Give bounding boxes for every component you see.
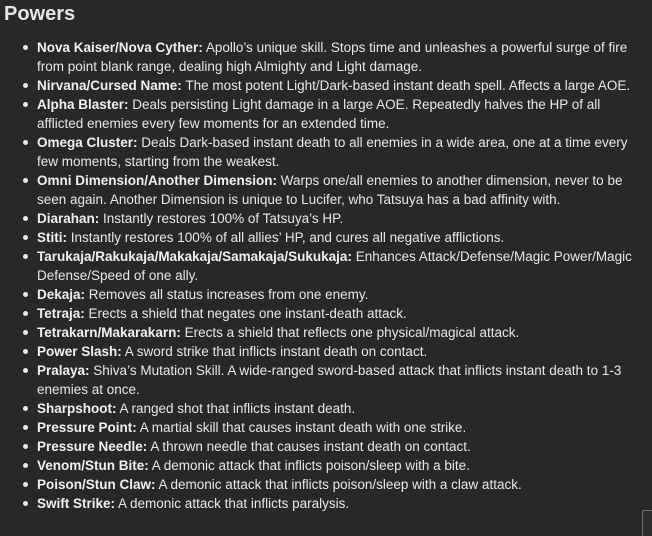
power-description: A demonic attack that inflicts poison/sleep with a bite.: [148, 458, 470, 473]
power-description: Enhances Attack/Defense/Magic Power/Magic Defense/Speed of one ally.: [37, 249, 632, 283]
power-description: Deals persisting Light damage in a large AOE. Repeatedly halves the HP of all afflicted enemies every few moments for an extended time.: [37, 97, 601, 131]
bullet-icon: [23, 406, 28, 411]
power-name: Venom/Stun Bite:: [37, 458, 149, 473]
power-name: Pralaya:: [37, 363, 90, 378]
list-item: [37, 133, 652, 171]
scroll-to-top-button[interactable]: [642, 510, 652, 536]
power-name: Pressure Point:: [37, 420, 137, 435]
power-description: Instantly restores 100% of Tatsuya’s HP.: [99, 211, 344, 226]
bullet-icon: [23, 216, 28, 221]
list-item: [37, 475, 652, 494]
power-name: Omega Cluster:: [37, 135, 138, 150]
bullet-icon: [23, 178, 28, 183]
power-name: Poison/Stun Claw:: [37, 477, 156, 492]
list-item: [37, 399, 652, 418]
power-description: Erects a shield that negates one instant-death attack.: [84, 306, 407, 321]
bullet-icon: [23, 463, 28, 468]
power-name: Diarahan:: [37, 211, 100, 226]
list-item: [37, 95, 652, 133]
power-name: Omni Dimension/Another Dimension:: [37, 173, 278, 188]
power-description: A sword strike that inflicts instant death on contact.: [121, 344, 428, 359]
bullet-icon: [23, 501, 28, 506]
power-name: Nirvana/Cursed Name:: [37, 78, 182, 93]
list-item: [37, 456, 652, 475]
power-name: Swift Strike:: [37, 496, 116, 511]
list-item: [37, 171, 652, 209]
list-item: [37, 361, 652, 399]
power-description: Erects a shield that reflects one physical/magical attack.: [180, 325, 520, 340]
list-item: [37, 228, 652, 247]
power-description: Instantly restores 100% of all allies’ HP, and cures all negative afflictions.: [67, 230, 505, 245]
power-description: Removes all status increases from one enemy.: [85, 287, 369, 302]
bullet-icon: [23, 311, 28, 316]
power-name: Tarukaja/Rakukaja/Makakaja/Samakaja/Sukukaja:: [37, 249, 352, 264]
section-heading: Powers: [4, 3, 76, 25]
list-item: [37, 209, 652, 228]
power-name: Nova Kaiser/Nova Cyther:: [37, 40, 203, 55]
bullet-icon: [23, 83, 28, 88]
power-name: Sharpshoot:: [37, 401, 117, 416]
power-description: A thrown needle that causes instant death on contact.: [147, 439, 471, 454]
power-description: Warps one/all enemies to another dimension, never to be seen again. Another Dimension is unique to Lucifer, who Tatsuya has a bad affinity with.: [37, 173, 623, 207]
list-item: [37, 285, 652, 304]
power-name: Pressure Needle:: [37, 439, 148, 454]
power-description: A demonic attack that inflicts paralysis.: [115, 496, 350, 511]
power-description: A demonic attack that inflicts poison/sleep with a claw attack.: [155, 477, 522, 492]
power-name: Power Slash:: [37, 344, 122, 359]
power-description: Deals Dark-based instant death to all enemies in a wide area, one at a time every few moments, starting from the weakest.: [37, 135, 628, 169]
bullet-icon: [23, 330, 28, 335]
power-name: Tetraja:: [37, 306, 85, 321]
list-item: [37, 437, 652, 456]
list-item: [37, 76, 652, 95]
powers-list: [0, 38, 652, 513]
bullet-icon: [23, 140, 28, 145]
bullet-icon: [23, 235, 28, 240]
power-description: The most potent Light/Dark-based instant death spell. Affects a large AOE.: [181, 78, 631, 93]
list-item: [37, 342, 652, 361]
bullet-icon: [23, 444, 28, 449]
power-name: Dekaja:: [37, 287, 86, 302]
bullet-icon: [23, 254, 28, 259]
bullet-icon: [23, 45, 28, 50]
power-description: Shiva’s Mutation Skill. A wide-ranged sword-based attack that inflicts instant death to 1-3 enemies at once.: [37, 363, 622, 397]
list-item: [37, 418, 652, 437]
bullet-icon: [23, 425, 28, 430]
list-item: [37, 323, 652, 342]
power-name: Stiti:: [37, 230, 67, 245]
power-description: A ranged shot that inflicts instant death.: [116, 401, 356, 416]
bullet-icon: [23, 368, 28, 373]
bullet-icon: [23, 349, 28, 354]
power-name: Alpha Blaster:: [37, 97, 129, 112]
list-item: [37, 247, 652, 285]
power-description: Apollo’s unique skill. Stops time and unleashes a powerful surge of fire from point blank range, dealing high Almighty and Light damage.: [37, 40, 628, 74]
list-item: [37, 494, 652, 513]
bullet-icon: [23, 102, 28, 107]
power-description: A martial skill that causes instant death with one strike.: [136, 420, 467, 435]
list-item: [37, 38, 652, 76]
power-name: Tetrakarn/Makarakarn:: [37, 325, 181, 340]
bullet-icon: [23, 292, 28, 297]
list-item: [37, 304, 652, 323]
bullet-icon: [23, 482, 28, 487]
